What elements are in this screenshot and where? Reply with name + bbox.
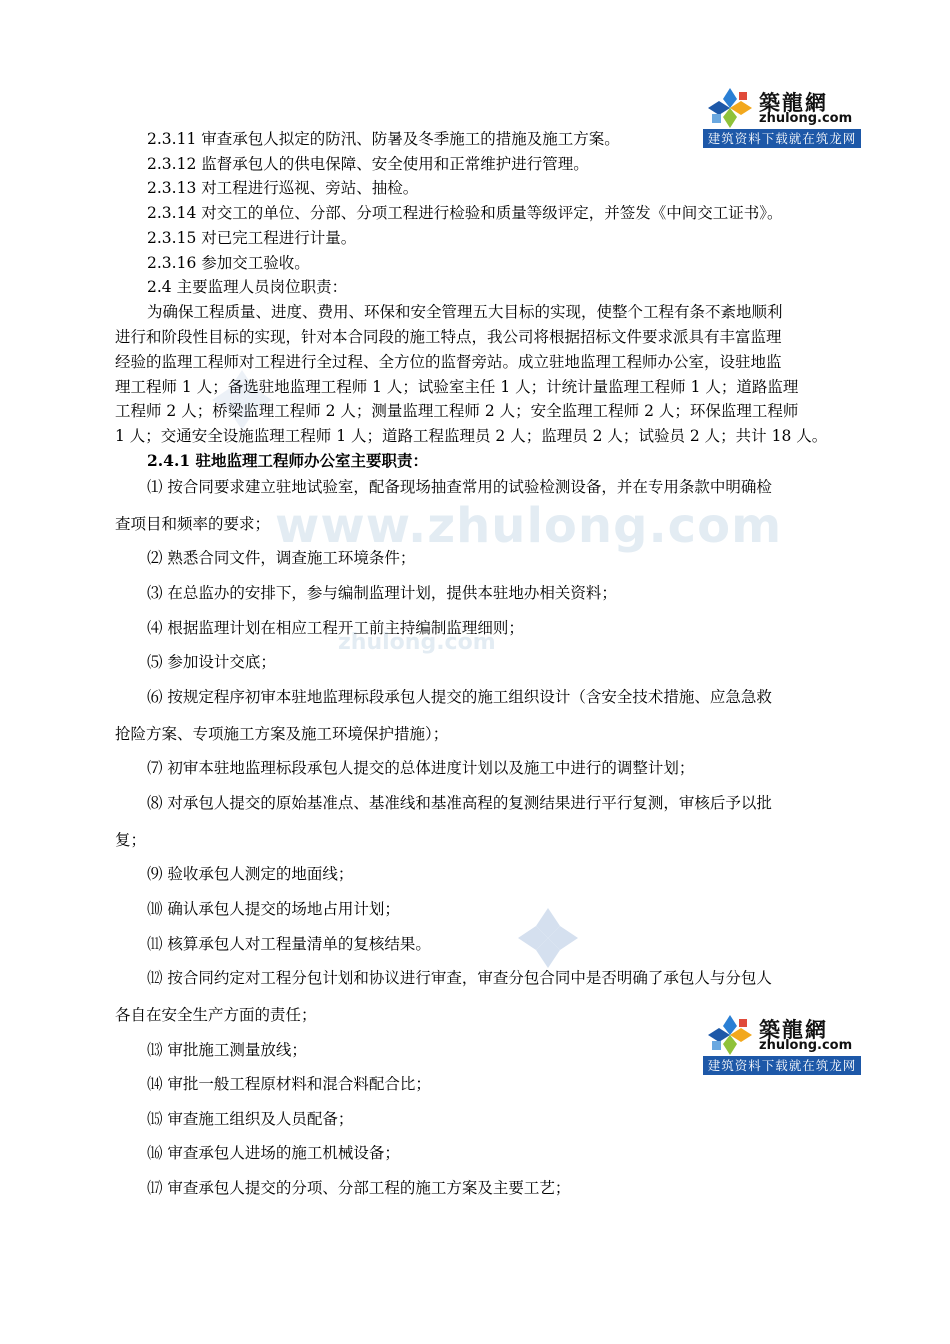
paragraph-line: 理工程师 1 人；备选驻地监理工程师 1 人；试验室主任 1 人；计统计量监理工程师 1 人；道路监理	[115, 378, 799, 396]
duty-item: ⑺ 初审本驻地监理标段承包人提交的总体进度计划以及施工中进行的调整计划；	[147, 759, 695, 777]
clause-2-3-11: 2.3.11 审查承包人拟定的防汛、防暑及冬季施工的措施及施工方案。	[147, 130, 620, 148]
duty-item: ⒁ 审批一般工程原材料和混合料配合比；	[147, 1075, 431, 1093]
duty-item-continued: 各自在安全生产方面的责任；	[115, 1006, 317, 1024]
logo-slogan: 建筑资料下载就在筑龙网	[703, 129, 861, 148]
watermark-large: www.zhulong.com	[275, 498, 783, 554]
duty-item: ⒂ 审查施工组织及人员配备；	[147, 1110, 354, 1128]
zhulong-logo	[703, 85, 861, 149]
duty-item: ⑴ 按合同要求建立驻地试验室，配备现场抽查常用的试验检测设备，并在专用条款中明确检	[147, 478, 772, 496]
duty-item: ⒃ 审查承包人进场的施工机械设备；	[147, 1144, 400, 1162]
duty-item: ⑶ 在总监办的安排下，参与编制监理计划，提供本驻地办相关资料；	[147, 584, 617, 602]
duty-item: ⑸ 参加设计交底；	[147, 653, 276, 671]
duty-item: ⒀ 审批施工测量放线；	[147, 1041, 307, 1059]
duty-item-continued: 抢险方案、专项施工方案及施工环境保护措施）；	[115, 725, 449, 743]
watermark-logo-icon	[516, 906, 580, 970]
duty-item: ⑵ 熟悉合同文件，调查施工环境条件；	[147, 549, 416, 567]
section-2-4-1-heading: 2.4.1 驻地监理工程师办公室主要职责：	[147, 451, 429, 470]
clause-2-3-16: 2.3.16 参加交工验收。	[147, 254, 310, 272]
logo-chinese-name: 築龍網	[759, 90, 828, 115]
duty-item: ⑻ 对承包人提交的原始基准点、基准线和基准高程的复测结果进行平行复测，审核后予以批	[147, 794, 772, 812]
zhulong-logo	[703, 1012, 861, 1076]
logo-slogan: 建筑资料下载就在筑龙网	[703, 1056, 861, 1075]
duty-item: ⑷ 根据监理计划在相应工程开工前主持编制监理细则；	[147, 619, 524, 637]
clause-2-3-12: 2.3.12 监督承包人的供电保障、安全使用和正常维护进行管理。	[147, 155, 589, 173]
clause-2-3-13: 2.3.13 对工程进行巡视、旁站、抽检。	[147, 179, 419, 197]
logo-url-text: zhulong.com	[759, 1038, 853, 1053]
section-2-4-heading: 2.4 主要监理人员岗位职责：	[147, 278, 348, 296]
logo-chinese-name: 築龍網	[759, 1017, 828, 1042]
duty-item: ⑿ 按合同约定对工程分包计划和协议进行审查，审查分包合同中是否明确了承包人与分包人	[147, 969, 772, 987]
duty-item: ⑾ 核算承包人对工程量清单的复核结果。	[147, 935, 431, 953]
paragraph-line: 进行和阶段性目标的实现，针对本合同段的施工特点，我公司将根据招标文件要求派具有丰富监理	[115, 328, 782, 346]
watermark-small: zhulong.com	[338, 630, 496, 655]
paragraph-line: 工程师 2 人；桥梁监理工程师 2 人；测量监理工程师 2 人；安全监理工程师 2 人；环保监理工程师	[115, 402, 799, 420]
zhulong-logo-icon	[707, 1014, 753, 1056]
duty-item-continued: 查项目和频率的要求；	[115, 515, 271, 533]
paragraph-line: 为确保工程质量、进度、费用、环保和安全管理五大目标的实现，使整个工程有条不紊地顺利	[147, 303, 783, 321]
duty-item: ⑹ 按规定程序初审本驻地监理标段承包人提交的施工组织设计（含安全技术措施、应急急救	[147, 688, 772, 706]
clause-2-3-15: 2.3.15 对已完工程进行计量。	[147, 229, 357, 247]
duty-item: ⑽ 确认承包人提交的场地占用计划；	[147, 900, 400, 918]
clause-2-3-14: 2.3.14 对交工的单位、分部、分项工程进行检验和质量等级评定，并签发《中间交工证书》。	[147, 204, 783, 222]
duty-item: ⒄ 审查承包人提交的分项、分部工程的施工方案及主要工艺；	[147, 1179, 571, 1197]
paragraph-line: 1 人；交通安全设施监理工程师 1 人；道路工程监理员 2 人；监理员 2 人；试验员 2 人；共计 18 人。	[115, 427, 828, 445]
paragraph-line: 经验的监理工程师对工程进行全过程、全方位的监督旁站。成立驻地监理工程师办公室，设驻地监	[115, 353, 782, 371]
duty-item: ⑼ 验收承包人测定的地面线；	[147, 865, 354, 883]
zhulong-logo-icon	[707, 87, 753, 129]
logo-url-text: zhulong.com	[759, 111, 853, 126]
duty-item-continued: 复；	[115, 831, 147, 849]
